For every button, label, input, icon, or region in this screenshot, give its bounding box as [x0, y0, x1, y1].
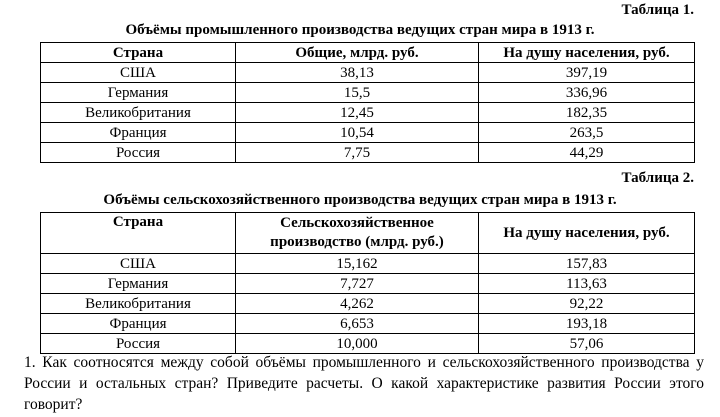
cell-total: 15,5: [236, 83, 479, 103]
table-row: [41, 63, 695, 83]
column-header-country: Страна: [41, 213, 236, 254]
table-row: [41, 123, 695, 143]
table2-caption: Объёмы сельскохозяйственного производства ведущих стран мира в 1913 г.: [103, 192, 617, 208]
cell-country: Германия: [41, 274, 236, 294]
column-header-agricultural-production: Сельскохозяйственное производство (млрд. руб.): [236, 213, 479, 254]
column-header-per-capita: На душу населения, руб.: [479, 213, 695, 254]
table-row: [41, 314, 695, 334]
table-row: [41, 334, 695, 354]
table-header-row: [41, 43, 695, 63]
cell-production: 7,727: [236, 274, 479, 294]
cell-production: 6,653: [236, 314, 479, 334]
cell-country: Великобритания: [41, 103, 236, 123]
cell-country: Великобритания: [41, 294, 236, 314]
cell-country: Россия: [41, 143, 236, 163]
table-row: [41, 254, 695, 274]
cell-total: 10,54: [236, 123, 479, 143]
cell-country: Германия: [41, 83, 236, 103]
cell-production: 10,000: [236, 334, 479, 354]
cell-per-capita: 397,19: [479, 63, 695, 83]
table1-caption: Объёмы промышленного производства ведущих стран мира в 1913 г.: [125, 22, 595, 38]
column-header-total: Общие, млрд. руб.: [236, 43, 479, 63]
industrial-production-table: [40, 42, 695, 163]
cell-per-capita: 182,35: [479, 103, 695, 123]
table2-number: Таблица 2.: [621, 170, 694, 186]
cell-total: 7,75: [236, 143, 479, 163]
cell-country: Россия: [41, 334, 236, 354]
cell-per-capita: 263,5: [479, 123, 695, 143]
cell-country: Франция: [41, 123, 236, 143]
cell-per-capita: 336,96: [479, 83, 695, 103]
cell-per-capita: 44,29: [479, 143, 695, 163]
cell-per-capita: 92,22: [479, 294, 695, 314]
cell-total: 38,13: [236, 63, 479, 83]
cell-country: США: [41, 63, 236, 83]
table-header-row: [41, 213, 695, 254]
cell-country: Франция: [41, 314, 236, 334]
table-row: [41, 143, 695, 163]
agricultural-production-table: [40, 212, 695, 354]
cell-per-capita: 193,18: [479, 314, 695, 334]
cell-country: США: [41, 254, 236, 274]
question-text: 1. Как соотносятся между собой объёмы промышленного и сельскохозяйственного производства у России и остальных стран? Приведите расчеты. О какой характеристике развития России этого говорит?: [24, 354, 704, 413]
cell-per-capita: 113,63: [479, 274, 695, 294]
cell-production: 4,262: [236, 294, 479, 314]
cell-total: 12,45: [236, 103, 479, 123]
table1-number: Таблица 1.: [621, 2, 694, 18]
table-row: [41, 103, 695, 123]
column-header-per-capita: На душу населения, руб.: [479, 43, 695, 63]
column-header-country: Страна: [41, 43, 236, 63]
cell-production: 15,162: [236, 254, 479, 274]
cell-per-capita: 157,83: [479, 254, 695, 274]
table-row: [41, 83, 695, 103]
table-row: [41, 274, 695, 294]
table-row: [41, 294, 695, 314]
cell-per-capita: 57,06: [479, 334, 695, 354]
